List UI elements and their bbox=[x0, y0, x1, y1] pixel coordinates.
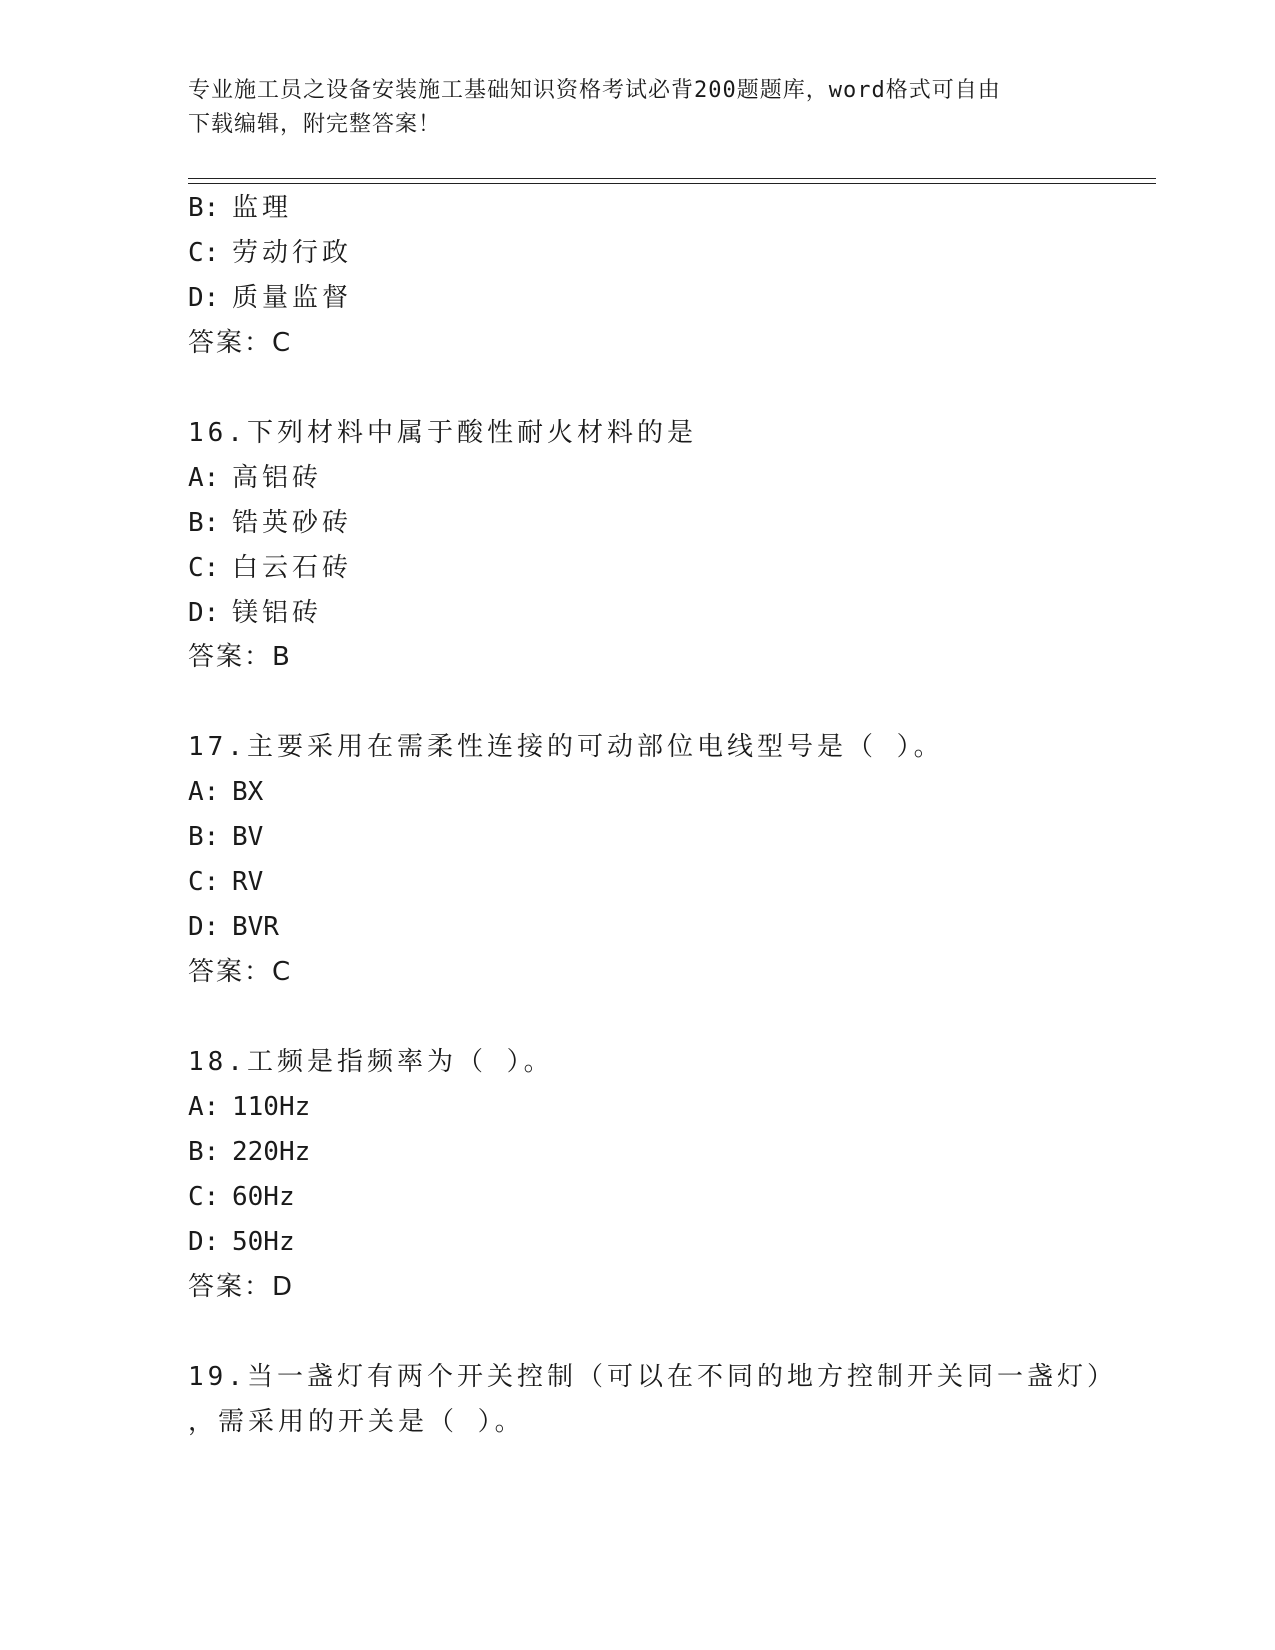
q15-option-d: D: 质量监督 bbox=[188, 283, 353, 313]
q18-question: 18.工频是指频率为（ ）。 bbox=[188, 1047, 554, 1077]
q16-option-c: C: 白云石砖 bbox=[188, 553, 353, 583]
q18-option-d: D: 50Hz bbox=[188, 1227, 295, 1257]
q16-option-a: A: 高铝砖 bbox=[188, 463, 323, 493]
q18-answer: 答案：D bbox=[188, 1272, 293, 1302]
q17-option-c: C: RV bbox=[188, 867, 264, 897]
q19-question-line-2: ，需采用的开关是（ ）。 bbox=[188, 1407, 525, 1437]
q18-option-a: A: 110Hz bbox=[188, 1092, 311, 1122]
q18-option-c: C: 60Hz bbox=[188, 1182, 295, 1212]
header-line-1: 专业施工员之设备安装施工基础知识资格考试必背200题题库，word格式可自由 bbox=[188, 78, 1001, 103]
q16-option-d: D: 镁铝砖 bbox=[188, 598, 323, 628]
q16-answer: 答案：B bbox=[188, 642, 290, 672]
header-line-2: 下载编辑，附完整答案！ bbox=[188, 112, 442, 137]
q17-question: 17.主要采用在需柔性连接的可动部位电线型号是（ ）。 bbox=[188, 732, 944, 762]
q15-option-b: B: 监理 bbox=[188, 193, 293, 223]
header-rule-bottom bbox=[188, 183, 1156, 184]
q15-option-c: C: 劳动行政 bbox=[188, 238, 353, 268]
q18-option-b: B: 220Hz bbox=[188, 1137, 311, 1167]
document-header bbox=[188, 74, 1088, 142]
q16-question: 16.下列材料中属于酸性耐火材料的是 bbox=[188, 418, 697, 448]
q17-option-a: A: BX bbox=[188, 777, 264, 807]
q19-question-line-1: 19.当一盏灯有两个开关控制（可以在不同的地方控制开关同一盏灯） bbox=[188, 1362, 1117, 1392]
q15-answer: 答案：C bbox=[188, 328, 291, 358]
q17-option-d: D: BVR bbox=[188, 912, 279, 942]
q16-option-b: B: 锆英砂砖 bbox=[188, 508, 353, 538]
q17-answer: 答案：C bbox=[188, 957, 291, 987]
header-rule-top bbox=[188, 178, 1156, 179]
q17-option-b: B: BV bbox=[188, 822, 264, 852]
